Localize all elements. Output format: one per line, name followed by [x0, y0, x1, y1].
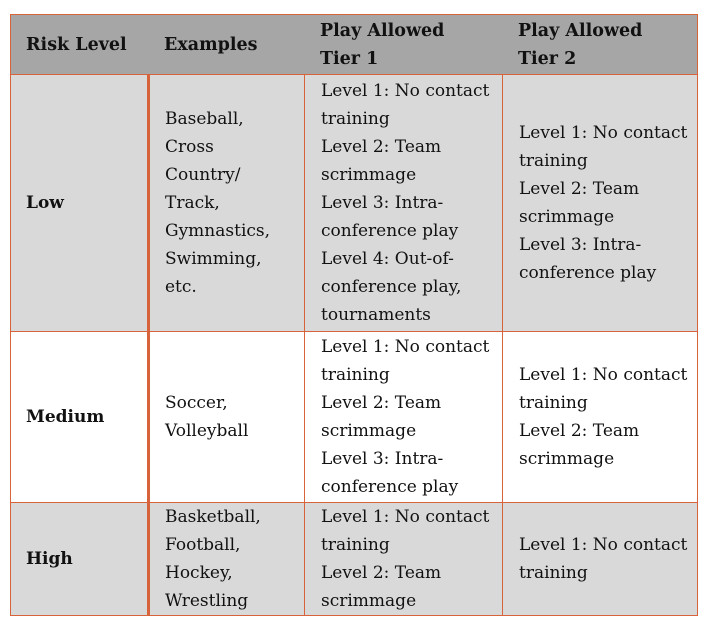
tier-2-line: scrimmage: [519, 207, 615, 227]
tier-1-cell: [304, 75, 502, 331]
tier-1-line: Level 1: No contact: [321, 507, 490, 527]
tier-2-line: Level 2: Team: [519, 421, 640, 441]
header-risk-level-label: Risk Level: [26, 34, 127, 55]
tier-2-line: training: [519, 393, 588, 413]
tier-2-line: Level 3: Intra-: [519, 235, 642, 255]
risk-level-cell: [11, 503, 147, 615]
tier-2-line: training: [519, 151, 588, 171]
tier-1-line: training: [321, 109, 390, 129]
tier-1-line: Level 1: No contact: [321, 337, 490, 357]
tier-2-line: Level 2: Team: [519, 179, 640, 199]
example-line: Football,: [165, 535, 241, 555]
example-line: Basketball,: [165, 507, 261, 527]
tier-1-line: conference play: [321, 221, 459, 241]
table-row-medium: [11, 331, 697, 502]
risk-level-cell: [11, 332, 147, 502]
example-line: Soccer,: [165, 393, 228, 413]
tier-1-line: Level 4: Out-of-: [321, 249, 454, 269]
tier-2-cell: [502, 332, 697, 502]
tier-1-cell: [304, 332, 502, 502]
header-examples-label: Examples: [164, 34, 258, 55]
header-tier-1-line: Play Allowed: [320, 20, 445, 41]
tier-1-line: scrimmage: [321, 591, 417, 611]
examples-cell: [147, 75, 304, 331]
tier-2-line: Level 1: No contact: [519, 123, 688, 143]
tier-1-line: scrimmage: [321, 165, 417, 185]
tier-2-line: Level 1: No contact: [519, 365, 688, 385]
example-line: Baseball,: [165, 109, 244, 129]
tier-1-line: Level 2: Team: [321, 563, 442, 583]
example-line: Wrestling: [165, 591, 249, 611]
examples-cell: [147, 332, 304, 502]
tier-2-line: training: [519, 563, 588, 583]
tier-1-line: tournaments: [321, 305, 431, 325]
tier-1-line: training: [321, 365, 390, 385]
example-line: Cross: [165, 137, 214, 157]
example-line: Gymnastics,: [165, 221, 271, 241]
tier-1-line: scrimmage: [321, 421, 417, 441]
tier-1-cell: [304, 503, 502, 615]
table-row-low: [11, 74, 697, 331]
table-row-high: [11, 502, 697, 615]
example-line: Hockey,: [165, 563, 233, 583]
example-line: Volleyball: [165, 421, 249, 441]
tier-1-line: Level 3: Intra-: [321, 193, 444, 213]
example-line: Track,: [165, 193, 220, 213]
header-tier-2-line: Tier 2: [518, 48, 577, 69]
tier-2-line: conference play: [519, 263, 657, 283]
table-header-row: [11, 15, 697, 74]
tier-2-cell: [502, 75, 697, 331]
tier-1-line: Level 2: Team: [321, 393, 442, 413]
risk-level-label: Medium: [26, 407, 105, 427]
header-tier-2-line: Play Allowed: [518, 20, 643, 41]
header-tier-1: [304, 15, 502, 74]
example-line: Swimming,: [165, 249, 262, 269]
tier-1-line: Level 2: Team: [321, 137, 442, 157]
header-risk-level: [11, 15, 147, 74]
header-examples: [147, 15, 304, 74]
tier-1-line: Level 1: No contact: [321, 81, 490, 101]
examples-cell: [147, 503, 304, 615]
tier-1-line: conference play,: [321, 277, 462, 297]
risk-level-cell: [11, 75, 147, 331]
tier-2-line: Level 1: No contact: [519, 535, 688, 555]
example-line: Country/: [165, 165, 241, 185]
header-tier-2: [502, 15, 697, 74]
example-line: etc.: [165, 277, 197, 297]
tier-1-line: Level 3: Intra-: [321, 449, 444, 469]
tier-2-line: scrimmage: [519, 449, 615, 469]
risk-level-label: High: [26, 549, 73, 569]
tier-1-line: conference play: [321, 477, 459, 497]
tier-1-line: training: [321, 535, 390, 555]
risk-level-label: Low: [26, 193, 64, 213]
tier-2-cell: [502, 503, 697, 615]
risk-level-table: [10, 14, 698, 616]
header-tier-1-line: Tier 1: [320, 48, 379, 69]
